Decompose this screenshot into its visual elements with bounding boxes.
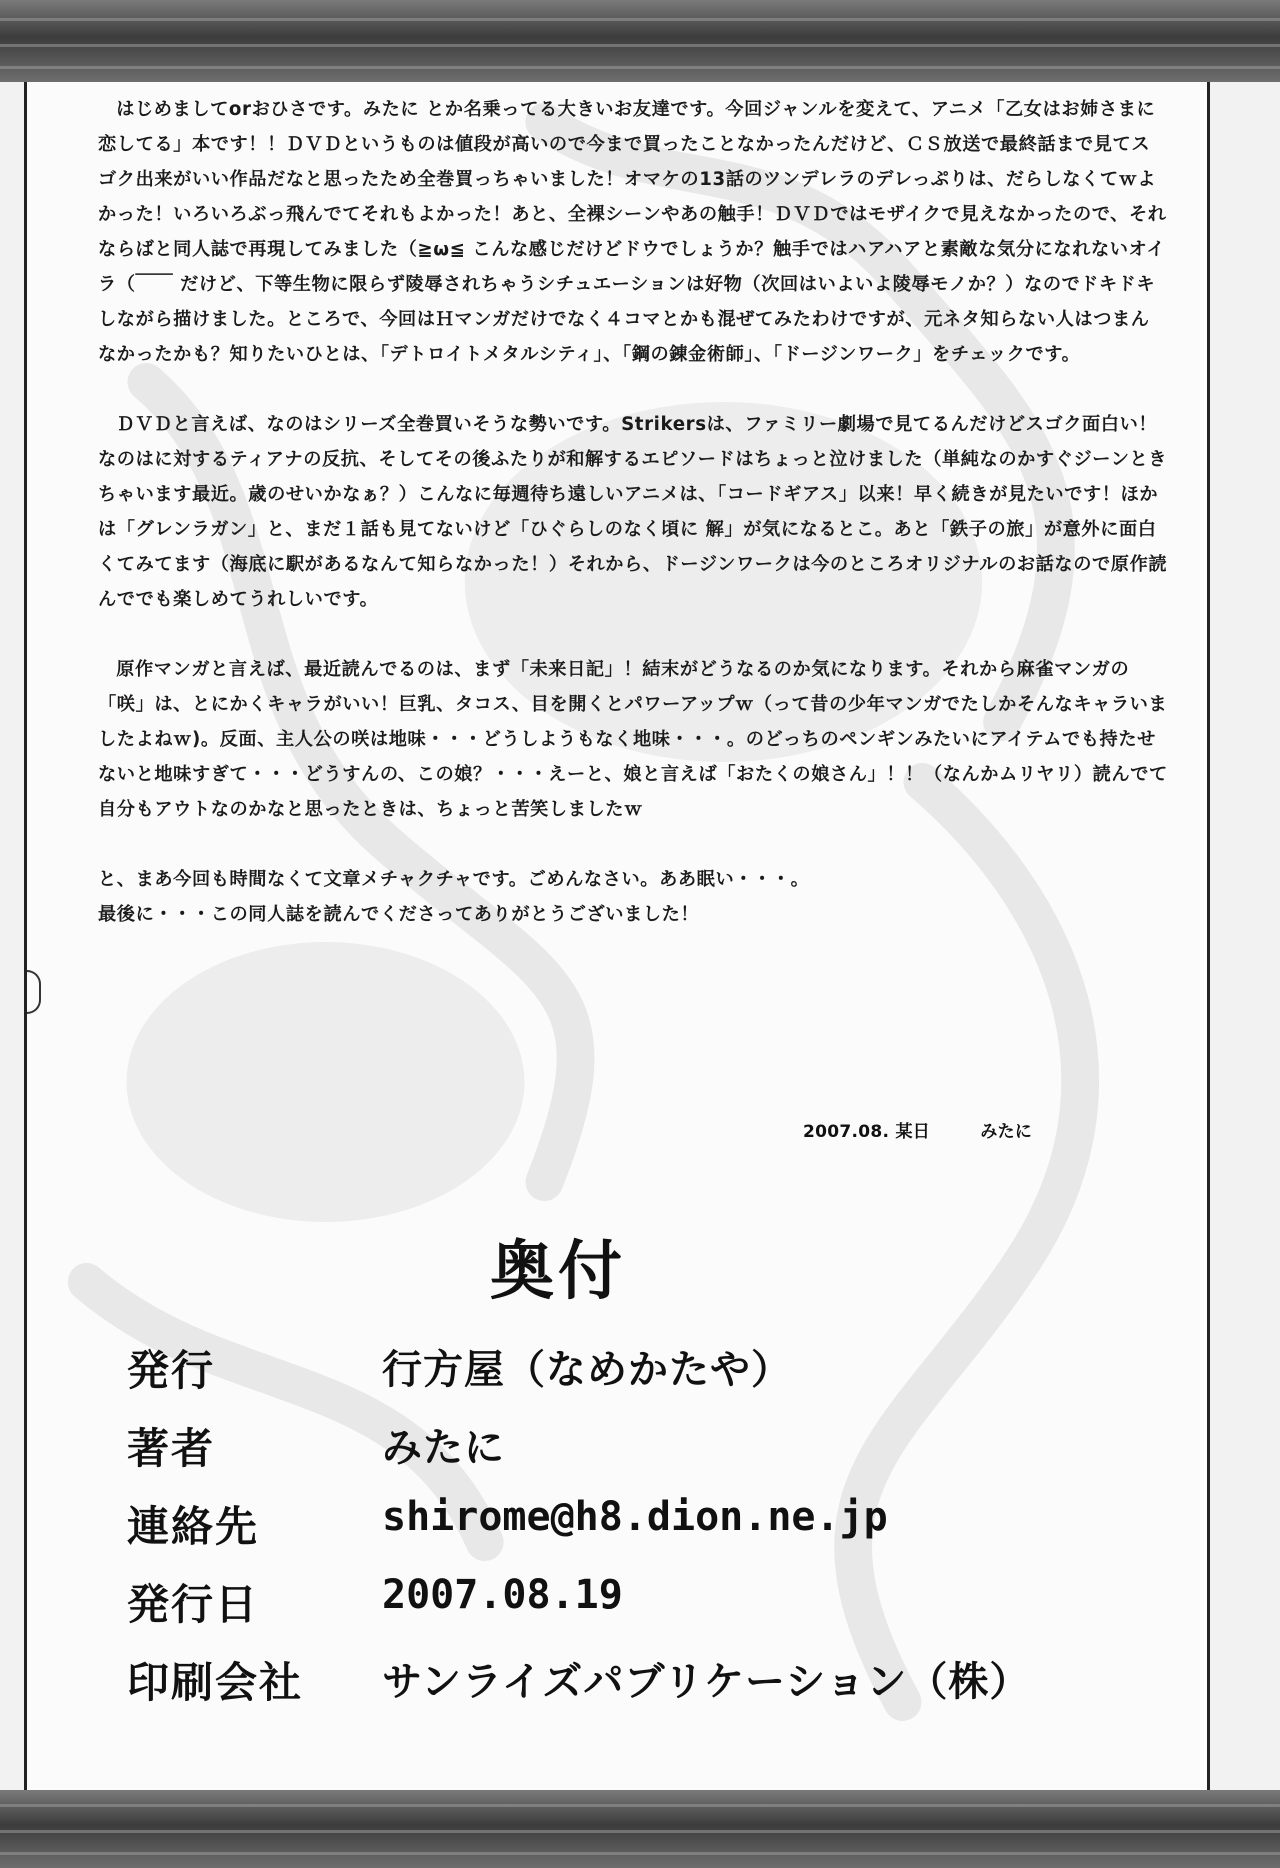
band-streak (0, 1830, 1280, 1833)
bottom-border-band (0, 1790, 1280, 1868)
essay-paragraph: 原作マンガと言えば、最近読んでるのは、まず「未来日記」！結末がどうなるのか気になります。それから麻雀マンガの「咲」は、とにかくキャラがいい！巨乳、タコス、目を開くとパワーアップｗ（って昔の少年マンガでたしかそんなキャラいましたよねｗ)。反面、主人公の咲は地味・・・どうしようもなく地味・・・。のどっちのペンギンみたいにアイテムでも持たせないと地味すぎて・・・どうすんの、この娘？・・・えーと、娘と言えば「おたくの娘さん」！！（なんかムリヤリ）読んでて自分もアウトなのかなと思ったときは、ちょっと苦笑しましたｗ (98, 659, 1168, 820)
colophon-row-printer (127, 1650, 1167, 1728)
signature-date: 2007.08. 某日 (803, 1122, 931, 1142)
essay-paragraph: はじめましてorおひさです。みたに とか名乗ってる大きいお友達です。今回ジャンルを変えて、アニメ「乙女はお姉さまに恋してる」本です！！ＤＶＤというものは値段が高いので今まで買ったことなかったんだけど、ＣＳ放送で最終話まで見てスゴク出来がいい作品だなと思ったため全巻買っちゃいました！オマケの13話のツンデレラのデレっぷりは、だらしなくてｗよかった！いろいろぶっ飛んでてそれもよかった！あと、全裸シーンやあの触手！ＤＶＤではモザイクで見えなかったので、それならばと同人誌で再現してみました（≧ω≦ こんな感じだけどドウでしょうか？触手ではハアハアと素敵な気分になれないオイラ（￣￣ だけど、下等生物に限らず陵辱されちゃうシチュエーションは好物（次回はいよいよ陵辱モノか？）なのでドキドキしながら描けました。ところで、今回はＨマンガだけでなく４コマとかも混ぜてみたわけですが、元ネタ知らない人はつまんなかったかも？知りたいひとは、「デトロイトメタルシティ」、「鋼の錬金術師」、「ドージンワーク」をチェックです。 (98, 99, 1167, 365)
colophon-value: 2007.08.19 (382, 1572, 623, 1618)
colophon-title: 奥付 (490, 1235, 626, 1309)
colophon-label: 発行日 (127, 1580, 260, 1629)
band-streak (0, 66, 1280, 69)
contact-email: shirome@h8.dion.ne.jp (382, 1494, 888, 1540)
band-streak (0, 1852, 1280, 1855)
colophon-label: 連絡先 (127, 1502, 260, 1551)
colophon-row-contact (127, 1494, 1167, 1572)
band-streak (0, 18, 1280, 21)
signature (803, 1117, 1032, 1142)
essay-paragraph: ＤＶＤと言えば、なのはシリーズ全巻買いそうな勢いです。Strikersは、ファミリー劇場で見てるんだけどスゴク面白い！なのはに対するティアナの反抗、そしてその後ふたりが和解するエピソードはちょっと泣けました（単純なのかすぐジーンときちゃいます最近。歳のせいかなぁ？）こんなに毎週待ち遠しいアニメは、「コードギアス」以来！早く続きが見たいです！ほかは「グレンラガン」と、まだ１話も見てないけど「ひぐらしのなく頃に 解」が気になるとこ。あと「鉄子の旅」が意外に面白くてみてます（海底に駅があるなんて知らなかった！）それから、ドージンワークは今のところオリジナルのお話なので原作読んででも楽しめてうれしいです。 (98, 414, 1168, 610)
colophon-row-author (127, 1416, 1167, 1494)
closing-line: と、まあ今回も時間なくて文章メチャクチャです。ごめんなさい。ああ眠い・・・。 (98, 869, 810, 890)
colophon-row-date (127, 1572, 1167, 1650)
top-border-band (0, 0, 1280, 82)
colophon-value: みたに (382, 1425, 505, 1471)
colophon-label: 発行 (127, 1346, 216, 1395)
band-streak (0, 44, 1280, 47)
colophon-row-publisher (127, 1338, 1167, 1416)
afterword-essay (98, 92, 1168, 932)
colophon-label: 印刷会社 (127, 1658, 304, 1707)
colophon-label: 著者 (127, 1424, 216, 1473)
colophon-table (127, 1338, 1167, 1728)
colophon-value: 行方屋（なめかたや） (382, 1347, 792, 1393)
band-streak (0, 1804, 1280, 1807)
signature-name: みたに (980, 1122, 1033, 1142)
colophon-value: サンライズパブリケーション（株） (382, 1659, 1031, 1705)
closing-line: 最後に・・・この同人誌を読んでくださってありがとうございました！ (98, 904, 700, 925)
essay-closing (98, 862, 1168, 932)
